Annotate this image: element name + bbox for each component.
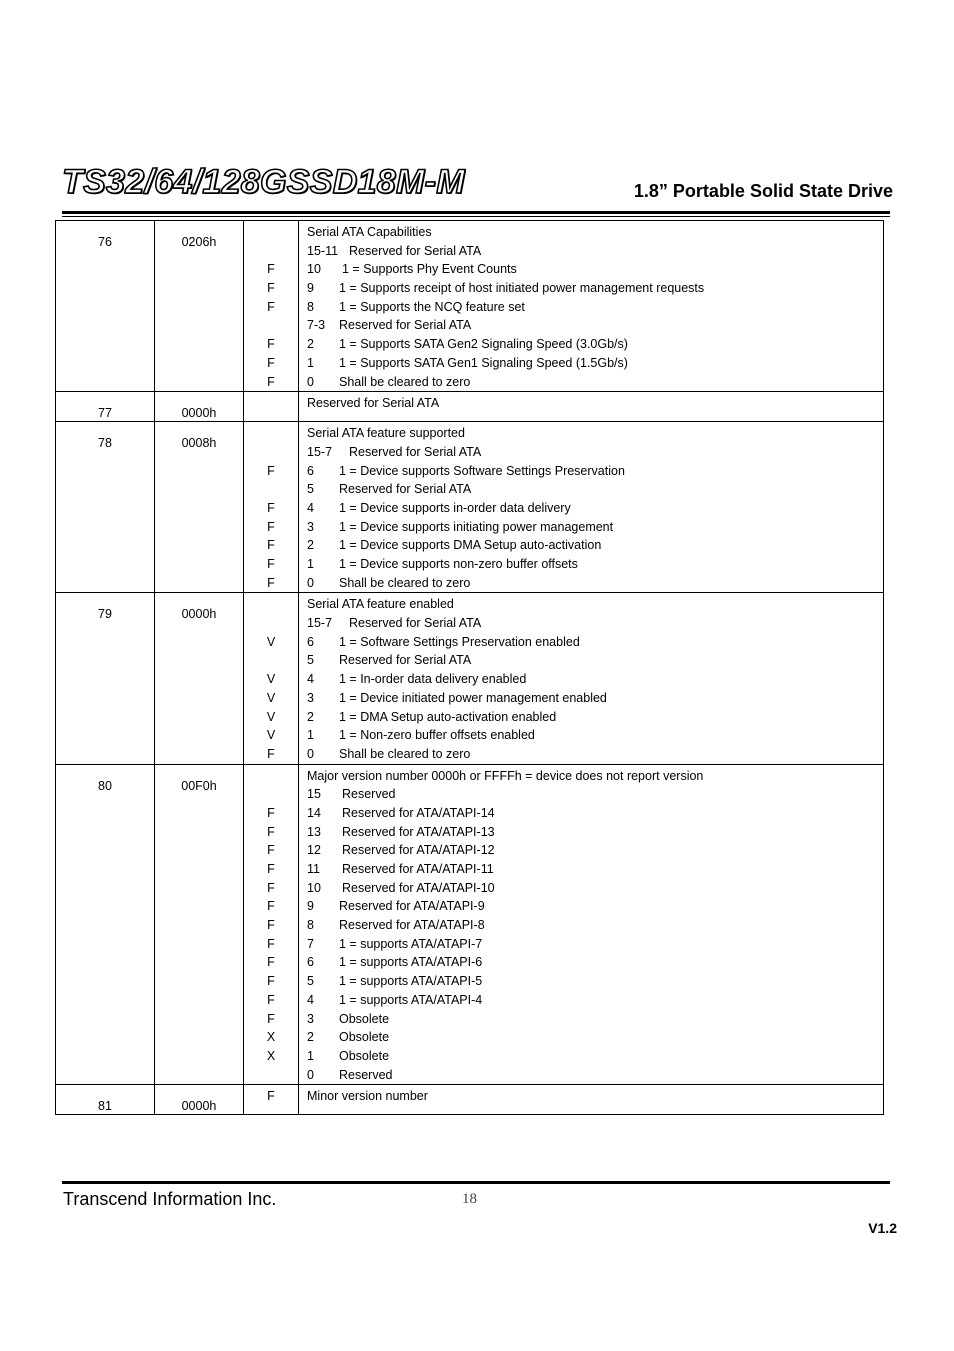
bit-description: Serial ATA Capabilities [307,225,432,239]
bit-description: Reserved for ATA/ATAPI-14 [342,805,495,820]
table-row [56,593,884,764]
description-line [307,443,883,462]
bit-description: 1 = DMA Setup auto-activation enabled [339,709,557,724]
description-line [307,991,883,1010]
bit-index: 5 [307,653,314,668]
fv-cell [244,1085,299,1115]
bit-index: 7-3 [307,318,326,333]
bit-description: Major version number 0000h or FFFFh = device does not report version [307,768,704,783]
default-value: 0000h [181,1099,217,1114]
bit-index: 5 [307,482,314,497]
bit-index: 12 [307,843,321,858]
description-line [307,335,883,354]
description-line [307,480,883,499]
bit-description: Obsolete [339,1048,390,1063]
bit-index: 0 [307,374,314,389]
description-cell [299,764,884,1085]
bit-index: 14 [307,805,321,820]
fv-flag: F [267,575,275,590]
description-line [307,745,883,764]
description-line [307,462,883,481]
bit-index: 0 [307,1067,314,1082]
fv-flag: V [266,728,276,743]
description-line [307,972,883,991]
bit-description: 1 = Device initiated power management enabled [339,690,607,705]
bit-index: 6 [307,634,314,649]
bit-description: Reserved for ATA/ATAPI-8 [339,918,485,933]
header-rule-thin [62,216,890,217]
bit-index: 13 [307,824,321,839]
bit-index: 15-7 [307,444,333,459]
word-number: 79 [98,607,112,622]
fv-flag: X [266,1048,276,1063]
description-cell [299,392,884,422]
bit-index: 0 [307,746,314,761]
description-line [307,574,883,593]
word-number: 77 [98,406,112,421]
description-cell [299,1085,884,1115]
fv-cell [244,422,299,593]
description-line [307,767,883,786]
description-line [307,935,883,954]
bit-index: 0 [307,575,314,590]
fv-flag: F [267,955,275,970]
fv-flag [244,595,298,614]
bit-description: Reserved for Serial ATA [339,318,472,333]
fv-flag: F [267,299,275,314]
bit-description: Reserved for ATA/ATAPI-10 [342,880,495,895]
bit-description: Reserved [342,787,396,802]
bit-description: Reserved for Serial ATA [339,653,472,668]
table-row [56,392,884,422]
document-title: TS32/64/128GSSD18M-M [62,163,465,201]
bit-description: 1 = Device supports non-zero buffer offsets [339,557,578,571]
description-line [307,823,883,842]
fv-cell [244,764,299,1085]
fv-flag [244,424,298,443]
description-line [307,518,883,537]
bit-description: Shall be cleared to zero [339,575,471,590]
fv-flag [244,242,298,261]
default-value: 00F0h [181,778,217,793]
bit-description: 1 = In-order data delivery enabled [339,672,527,687]
bit-index: 4 [307,992,314,1007]
word-cell [56,1085,155,1115]
description-line [307,536,883,555]
bit-description: Reserved for ATA/ATAPI-13 [342,824,495,839]
identify-device-table [55,220,884,1115]
description-line [307,242,883,261]
description-line [307,555,883,574]
description-line [307,841,883,860]
bit-description: Obsolete [339,1030,390,1045]
bit-index: 15 [307,787,321,802]
fv-flag: F [267,500,275,515]
fv-flag: F [267,519,275,534]
fv-flag [244,223,298,242]
fv-flag: V [266,709,276,724]
word-cell [56,764,155,1085]
bit-description: 1 = Supports receipt of host initiated power management requests [339,281,705,296]
fv-flag: F [267,843,275,858]
fv-cell [244,593,299,764]
bit-index: 10 [307,880,321,895]
description-line [307,953,883,972]
fv-flag: F [267,262,275,277]
bit-index: 15-7 [307,616,333,631]
description-line [307,670,883,689]
word-cell [56,422,155,593]
bit-description: 1 = Device supports in-order data delivery [339,500,571,515]
fv-flag: V [266,672,276,687]
description-line [307,373,883,392]
bit-index: 1 [307,1048,314,1063]
bit-description: 1 = supports ATA/ATAPI-6 [339,955,483,970]
table-row [56,1085,884,1115]
bit-index: 1 [307,557,314,571]
bit-index: 4 [307,500,314,515]
description-line [307,1047,883,1066]
fv-flag: F [267,974,275,989]
description-line [307,260,883,279]
bit-index: 7 [307,936,314,951]
bit-description: Reserved for ATA/ATAPI-12 [342,843,495,858]
bit-description: 1 = supports ATA/ATAPI-7 [339,936,483,951]
bit-index: 6 [307,955,314,970]
bit-index: 8 [307,299,314,314]
description-line [307,633,883,652]
document-subtitle: 1.8” Portable Solid State Drive [633,181,893,201]
bit-description: Reserved [339,1067,393,1082]
header-rule [62,211,890,214]
default-value: 0008h [181,436,217,451]
fv-flag: V [266,634,276,649]
description-line [307,298,883,317]
description-line [307,651,883,670]
fv-flag [244,614,298,633]
default-value-cell [155,422,244,593]
bit-index: 2 [307,709,314,724]
bit-description: Shall be cleared to zero [339,374,471,389]
description-cell [299,593,884,764]
description-line [307,394,883,413]
fv-flag: F [267,805,275,820]
fv-flag [244,785,298,804]
description-line [307,1087,883,1106]
default-value-cell [155,593,244,764]
description-line [307,897,883,916]
fv-flag: F [267,538,275,553]
description-line [307,223,883,242]
fv-flag: F [267,862,275,876]
description-line [307,499,883,518]
description-line [307,1028,883,1047]
default-value: 0206h [181,235,217,249]
fv-flag: F [267,463,275,478]
bit-index: 9 [307,899,314,914]
default-value-cell [155,764,244,1085]
page-number: 18 [462,1191,477,1207]
bit-description: Reserved for ATA/ATAPI-11 [342,862,494,876]
bit-description: Reserved for Serial ATA [307,396,440,411]
fv-flag: F [267,281,275,296]
description-line [307,279,883,298]
fv-flag [244,651,298,670]
bit-description: Minor version number [307,1089,428,1104]
description-line [307,708,883,727]
fv-flag: V [266,690,276,705]
description-line [307,785,883,804]
bit-description: Reserved for Serial ATA [349,616,482,631]
fv-flag: F [267,880,275,895]
description-line [307,595,883,614]
bit-index: 3 [307,1011,314,1026]
fv-flag [244,443,298,462]
bit-index: 8 [307,918,314,933]
bit-index: 11 [307,862,320,876]
bit-description: 1 = supports ATA/ATAPI-5 [339,974,483,989]
fv-flag: F [267,1089,275,1104]
bit-index: 2 [307,538,314,553]
bit-description: 1 = Supports SATA Gen1 Signaling Speed (1.5Gb/s) [339,355,628,370]
fv-cell [244,221,299,392]
fv-flag: X [266,1030,276,1045]
fv-flag: F [267,374,275,389]
fv-cell [244,392,299,422]
table-row [56,764,884,1085]
fv-flag [244,316,298,335]
fv-flag: F [267,337,275,352]
fv-flag: F [267,1011,275,1026]
word-cell [56,221,155,392]
bit-description: 1 = Device supports initiating power management [339,519,614,534]
default-value: 0000h [181,406,217,421]
fv-flag [244,1066,298,1085]
fv-flag [244,767,298,786]
default-value-cell [155,221,244,392]
fv-flag: F [267,936,275,951]
fv-flag: F [267,992,275,1007]
fv-flag: F [267,824,275,839]
bit-description: 1 = Software Settings Preservation enabled [339,634,580,649]
fv-flag: F [267,557,275,571]
description-line [307,1010,883,1029]
bit-description: Serial ATA feature enabled [307,597,454,612]
bit-index: 1 [307,728,314,743]
bit-index: 1 [307,355,314,370]
description-line [307,916,883,935]
fv-flag: F [267,899,275,914]
fv-flag: F [267,355,275,370]
bit-description: 1 = Supports the NCQ feature set [339,299,525,314]
footer-company: Transcend Information Inc. [63,1189,277,1209]
description-line [307,316,883,335]
bit-description: 1 = Supports SATA Gen2 Signaling Speed (3.0Gb/s) [339,337,628,352]
bit-description: Serial ATA feature supported [307,426,465,441]
word-number: 80 [98,778,112,793]
word-number: 81 [98,1099,112,1114]
bit-index: 4 [307,672,314,687]
fv-flag: F [267,746,275,761]
bit-index: 15-11 [307,243,339,258]
description-line [307,354,883,373]
bit-description: 1 = Supports Phy Event Counts [342,262,517,277]
document-version: V1.2 [868,1220,897,1236]
bit-description: Obsolete [339,1011,390,1026]
table-row [56,221,884,392]
bit-description: Reserved for Serial ATA [349,444,482,459]
bit-index: 9 [307,281,314,296]
default-value-cell [155,1085,244,1115]
description-line [307,804,883,823]
bit-index: 10 [307,262,321,277]
description-line [307,860,883,879]
fv-flag [244,480,298,499]
description-line [307,614,883,633]
table-body [56,221,884,1115]
description-cell [299,221,884,392]
bit-index: 5 [307,974,314,989]
bit-index: 2 [307,337,314,352]
bit-index: 6 [307,463,314,478]
bit-description: Reserved for Serial ATA [339,482,472,497]
fv-flag [244,394,298,413]
default-value: 0000h [181,607,217,622]
description-line [307,879,883,898]
bit-index: 3 [307,519,314,534]
description-line [307,689,883,708]
description-line [307,424,883,443]
word-number: 76 [98,235,112,249]
bit-index: 2 [307,1030,314,1045]
description-line [307,1066,883,1085]
bit-description: 1 = Device supports DMA Setup auto-activation [339,538,602,553]
bit-index: 3 [307,690,314,705]
word-cell [56,593,155,764]
bit-description: 1 = Device supports Software Settings Preservation [339,463,625,478]
bit-description: Shall be cleared to zero [339,746,471,761]
word-number: 78 [98,436,112,451]
bit-description: Reserved for ATA/ATAPI-9 [339,899,485,914]
bit-description: 1 = Non-zero buffer offsets enabled [339,728,535,743]
default-value-cell [155,392,244,422]
word-cell [56,392,155,422]
bit-description: 1 = supports ATA/ATAPI-4 [339,992,483,1007]
table-row [56,422,884,593]
bit-description: Reserved for Serial ATA [349,243,482,258]
description-line [307,726,883,745]
description-cell [299,422,884,593]
footer-rule [62,1181,890,1184]
fv-flag: F [267,918,275,933]
